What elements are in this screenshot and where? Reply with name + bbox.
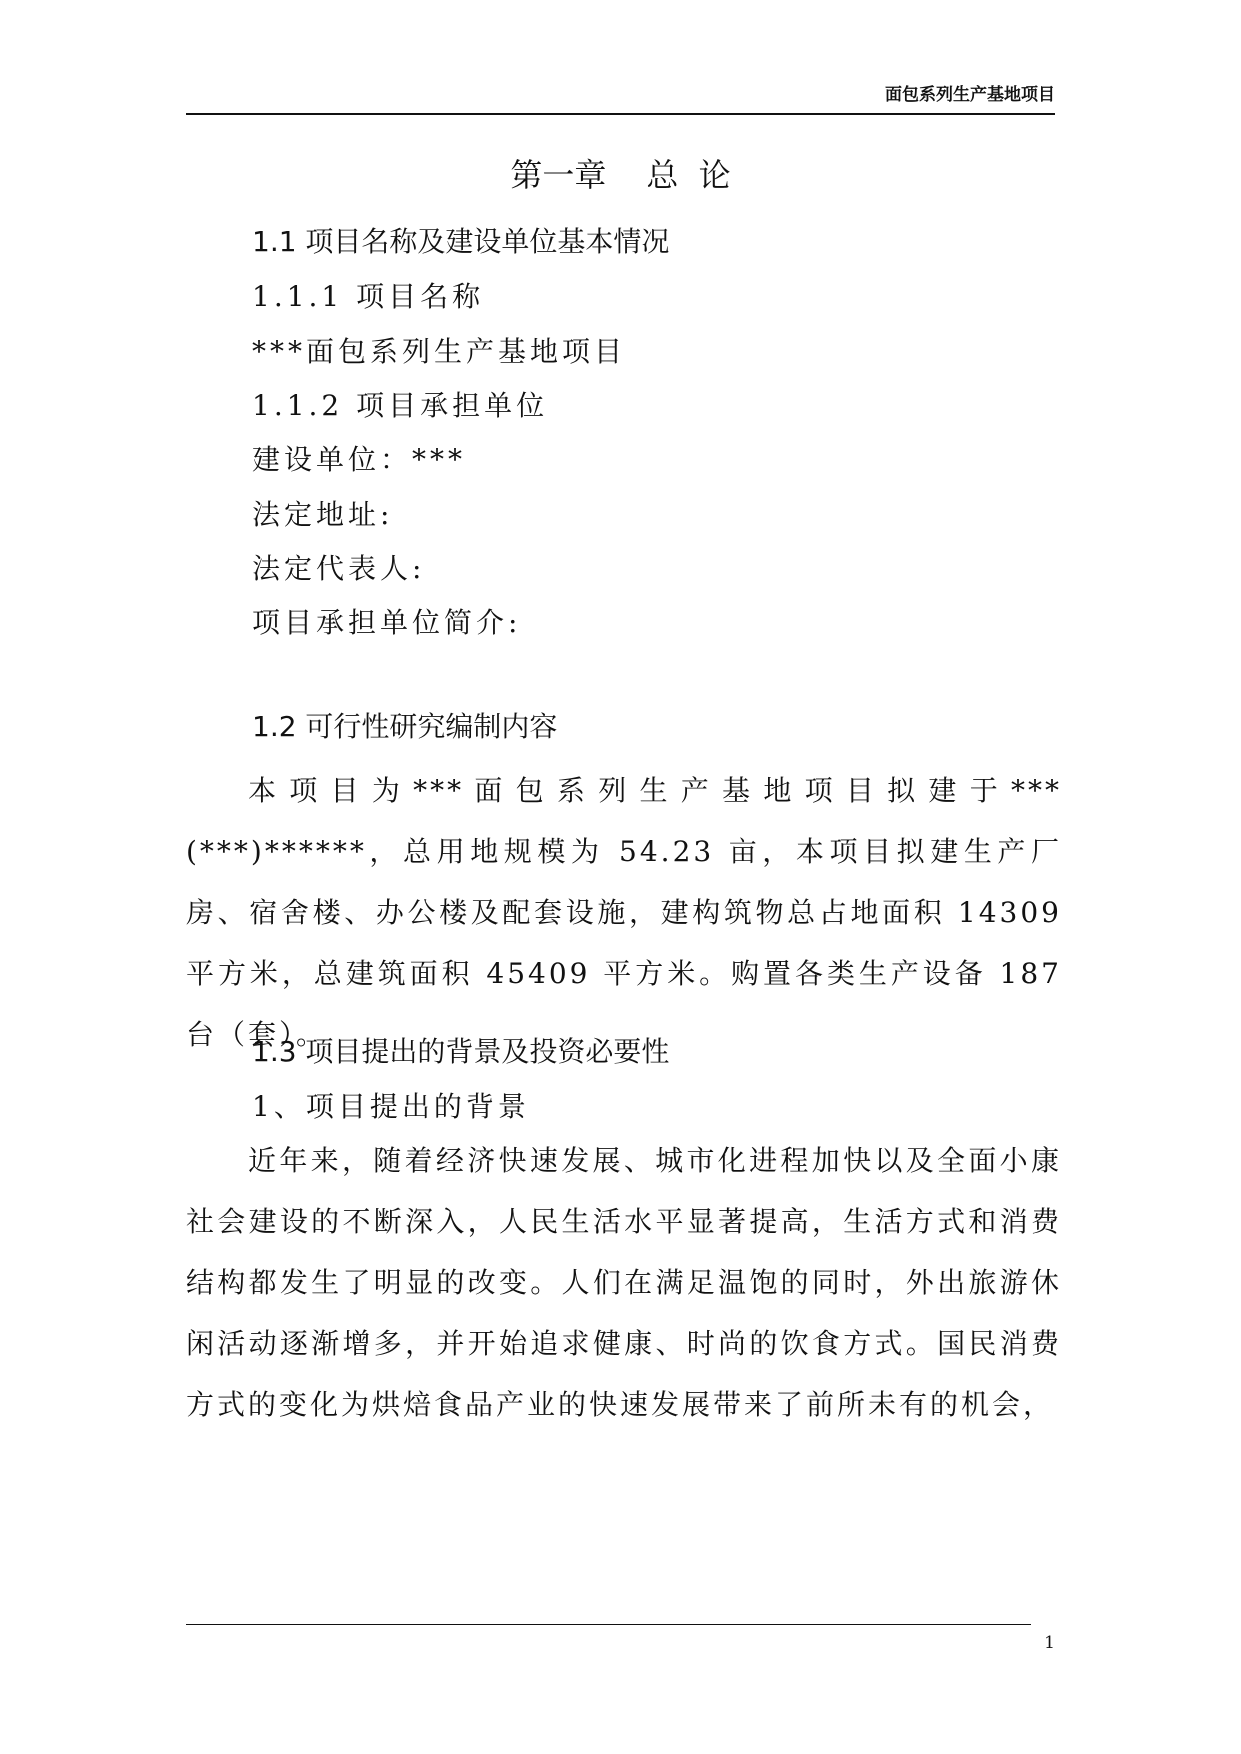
chapter-name: 总 论 xyxy=(646,156,731,194)
construction-unit: 建设单位：*** xyxy=(252,443,467,476)
section-1-2-paragraph: 本项目为***面包系列生产基地项目拟建于***(***)******，总用地规模为 54.23 亩，本项目拟建生产厂房、宿舍楼、办公楼及配套设施，建构筑物总占地面积 14309 平方米，总建筑面积 45409 平方米。购置各类生产设备 187 台（套）。 xyxy=(186,774,1062,1051)
legal-address: 法定地址: xyxy=(252,498,394,531)
section-1-1-heading: 1.1 项目名称及建设单位基本情况 xyxy=(252,225,670,258)
legal-representative: 法定代表人: xyxy=(252,552,426,585)
footer-divider xyxy=(186,1624,1031,1625)
running-header: 面包系列生产基地项目 xyxy=(885,85,1055,105)
section-1-3-heading: 1.3 项目提出的背景及投资必要性 xyxy=(252,1035,670,1068)
unit-introduction: 项目承担单位简介: xyxy=(252,606,522,639)
chapter-title xyxy=(0,150,1241,196)
section-1-2-heading: 1.2 可行性研究编制内容 xyxy=(252,710,558,743)
background-paragraph: 近年来，随着经济快速发展、城市化进程加快以及全面小康社会建设的不断深入，人民生活水平显著提高，生活方式和消费结构都发生了明显的改变。人们在满足温饱的同时，外出旅游休闲活动逐渐增多，并开始追求健康、时尚的饮食方式。国民消费方式的变化为烘焙食品产业的快速发展带来了前所未有的机会， xyxy=(186,1144,1062,1421)
chapter-number: 第一章 xyxy=(510,156,607,194)
background-subheading: 1、项目提出的背景 xyxy=(252,1090,530,1123)
subsection-1-1-1: 1.1.1 项目名称 xyxy=(252,280,485,313)
header-divider xyxy=(186,113,1055,115)
page-number: 1 xyxy=(1044,1633,1055,1653)
project-name: ***面包系列生产基地项目 xyxy=(252,335,627,368)
subsection-1-1-2: 1.1.2 项目承担单位 xyxy=(252,389,549,422)
